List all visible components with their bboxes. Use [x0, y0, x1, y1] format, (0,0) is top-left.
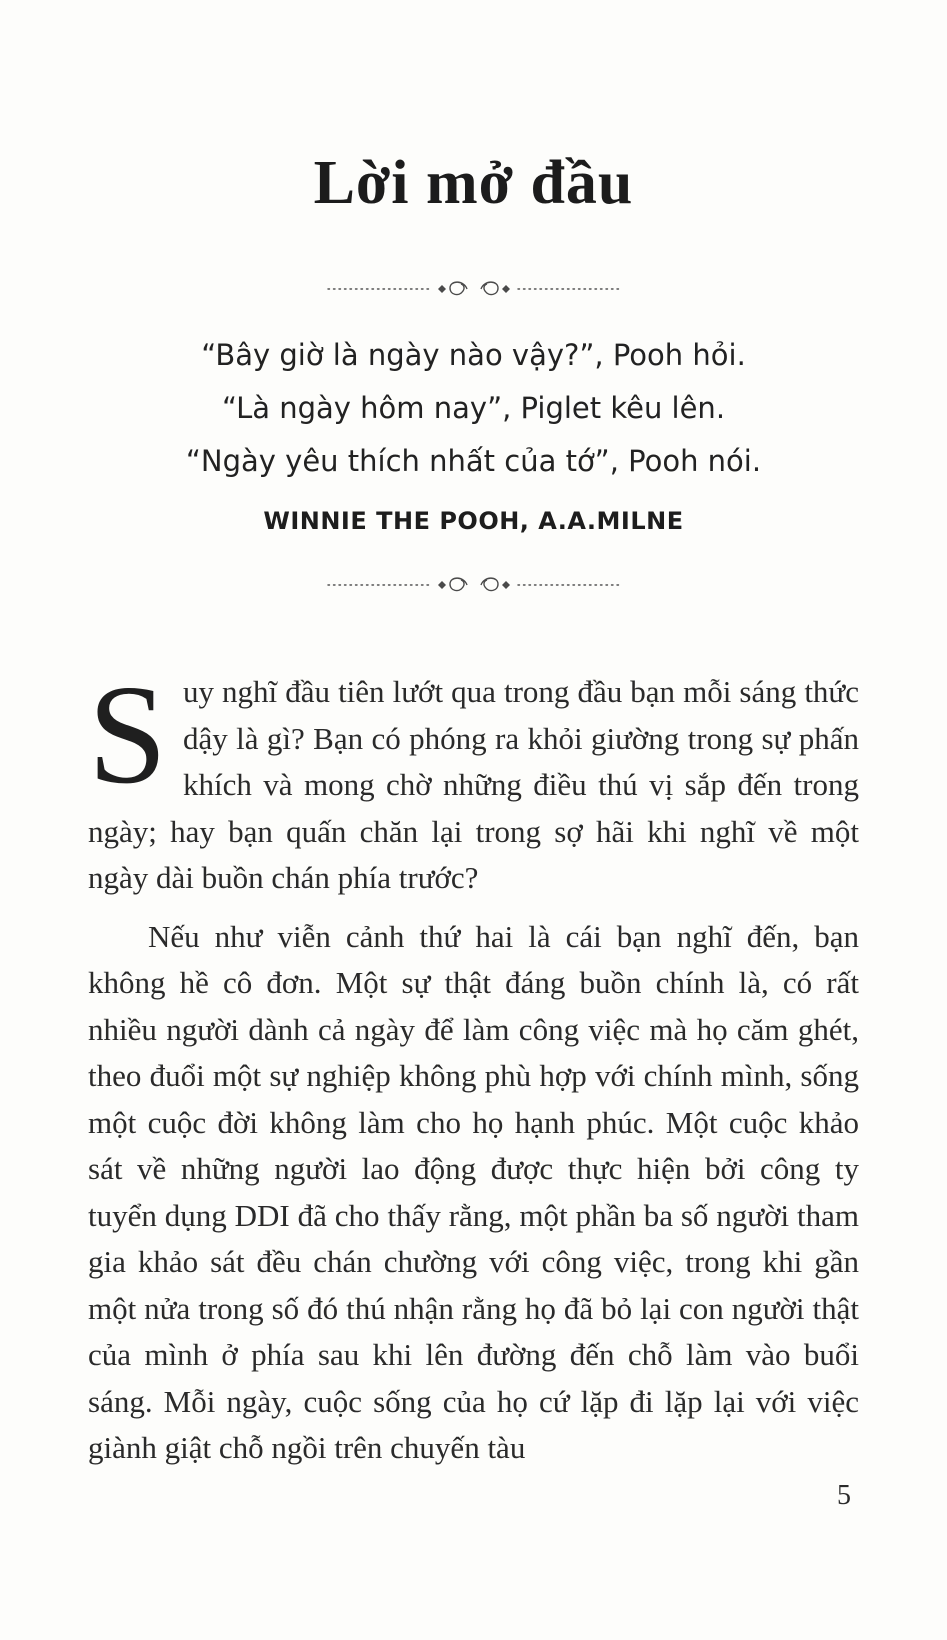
quote-line-3: “Ngày yêu thích nhất của tớ”, Pooh nói. [185, 444, 762, 479]
scroll-divider-icon [324, 573, 624, 597]
paragraph-1-text: uy nghĩ đầu tiên lướt qua trong đầu bạn mỗi sáng thức dậy là gì? Bạn có phóng ra khỏi giường trong sự phấn khích và mong chờ những điều thú vị sắp đến trong ngày; hay bạn quấn chăn lại trong sợ hãi khi nghĩ về một ngày dài buồn chán phía trước? [88, 674, 859, 896]
quote-block [88, 335, 859, 535]
divider-ornament-top [88, 277, 859, 301]
scroll-divider-icon [324, 277, 624, 301]
quote-line-2: “Là ngày hôm nay”, Piglet kêu lên. [221, 391, 726, 426]
chapter-title: Lời mở đầu [313, 149, 634, 217]
divider-ornament-bottom [88, 573, 859, 597]
page-number: 5 [837, 1480, 851, 1511]
quote-attribution: WINNIE THE POOH, A.A.MILNE [263, 507, 684, 536]
paragraph-2: Nếu như viễn cảnh thứ hai là cái bạn nghĩ đến, bạn không hề cô đơn. Một sự thật đáng buồn chính là, có rất nhiều người dành cả ngày để làm công việc mà họ căm ghét, theo đuổi một sự nghiệp không phù hợp với chính mình, sống một cuộc đời không làm cho họ hạnh phúc. Một cuộc khảo sát về những người lao động được thực hiện bởi công ty tuyển dụng DDI đã cho thấy rằng, một phần ba số người tham gia khảo sát đều chán chường với công việc, trong khi gần một nửa trong số đó thú nhận rằng họ đã bỏ lại con người thật của mình ở phía sau khi lên đường đến chỗ làm vào buổi sáng. Mỗi ngày, cuộc sống của họ cứ lặp đi lặp lại với việc giành giật chỗ ngồi trên chuyến tàu [88, 918, 859, 1466]
paragraph-1 [88, 655, 859, 902]
quote-line-1: “Bây giờ là ngày nào vậy?”, Pooh hỏi. [201, 338, 746, 372]
body-text [88, 655, 859, 1472]
dropcap-letter: S [88, 655, 167, 814]
